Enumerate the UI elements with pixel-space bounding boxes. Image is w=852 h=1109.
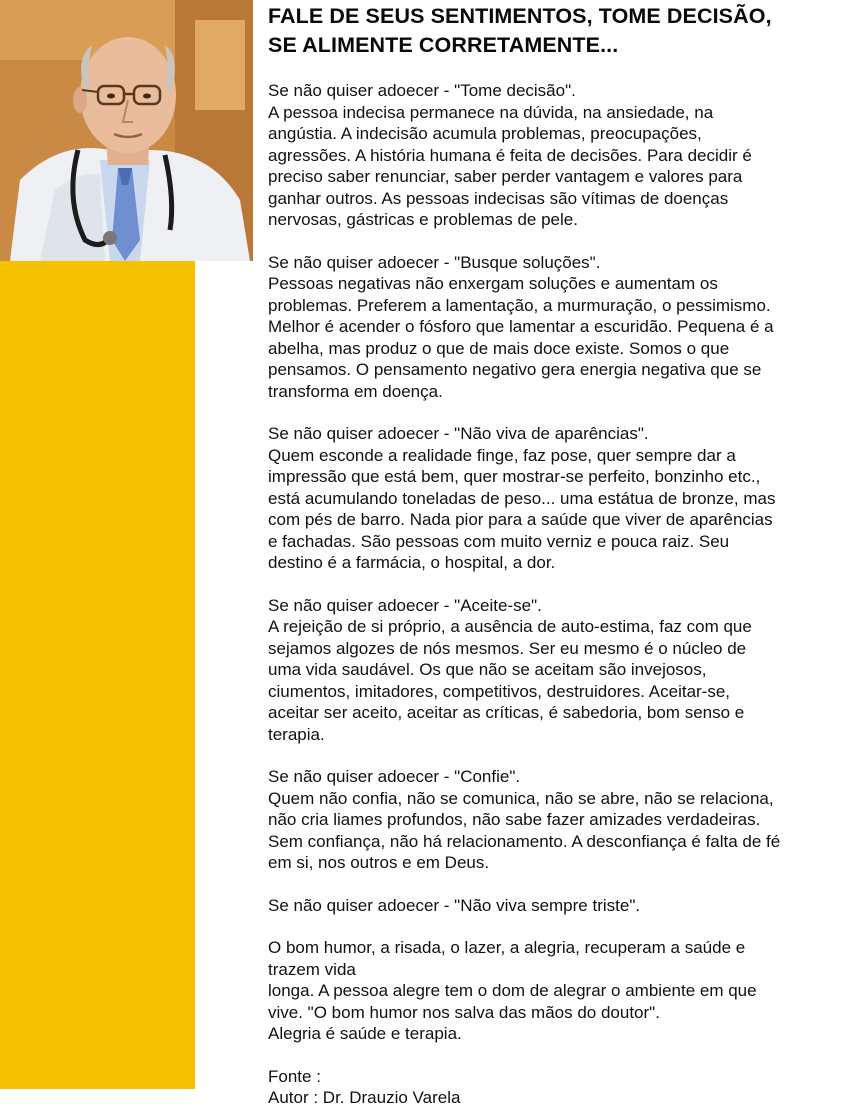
section-heading: Se não quiser adoecer - "Aceite-se". [268,595,542,615]
text-line: angústia. A indecisão acumula problemas, preocupações, [268,124,702,143]
section-busque-solucoes [268,252,848,403]
author-credit: Autor : Dr. Drauzio Varela [268,1088,461,1107]
text-line: trazem vida [268,959,356,979]
doctor-portrait-icon [0,0,253,261]
article [268,2,848,1109]
text-line: impressão que está bem, quer mostrar-se perfeito, bonzinho etc., [268,467,761,486]
source-label: Fonte : [268,1066,321,1086]
text-line: vive. "O bom humor nos salva das mãos do doutor". [268,1002,660,1022]
text-line: com pés de barro. Nada pior para a saúde que viver de aparências [268,510,773,529]
text-line: está acumulando toneladas de peso... uma estátua de bronze, mas [268,488,776,508]
text-line: ciumentos, imitadores, competitivos, destruidores. Aceitar-se, [268,681,731,701]
section-heading: Se não quiser adoecer - "Tome decisão". [268,81,576,100]
text-line: destino é a farmácia, o hospital, a dor. [268,553,556,572]
section-tome-decisao [268,80,848,231]
text-line: Sem confiança, não há relacionamento. A desconfiança é falta de fé [268,831,781,851]
text-line: sejamos algozes de nós mesmos. Ser eu mesmo é o núcleo de [268,638,747,658]
text-line: e fachadas. São pessoas com muito verniz e pouca raiz. Seu [268,531,730,551]
text-line: preciso saber renunciar, saber perder vantagem e valores para [268,167,743,186]
text-line: agressões. A história humana é feita de decisões. Para decidir é [268,145,752,165]
author-photo [0,0,253,261]
section-nao-viva-sempre-triste [268,895,848,917]
title-line: FALE DE SEUS SENTIMENTOS, TOME DECISÃO, [268,4,772,28]
text-line: Melhor é acender o fósforo que lamentar a escuridão. Pequena é a [268,317,774,336]
text-line: ganhar outros. As pessoas indecisas são vítimas de doenças [268,188,729,208]
section-aceite-se [268,595,848,746]
section-confie [268,766,848,874]
text-line: Alegria é saúde e terapia. [268,1024,462,1043]
section-heading: Se não quiser adoecer - "Não viva de aparências". [268,424,649,443]
text-line: problemas. Preferem a lamentação, a murmuração, o pessimismo. [268,295,771,315]
text-line: uma vida saudável. Os que não se aceitam são invejosos, [268,660,707,679]
text-line: pensamos. O pensamento negativo gera energia negativa que se [268,360,762,379]
text-line: longa. A pessoa alegre tem o dom de alegrar o ambiente em que [268,981,757,1000]
text-line: abelha, mas produz o que de mais doce existe. Somos o que [268,338,730,358]
section-heading: Se não quiser adoecer - "Não viva sempre triste". [268,895,641,915]
article-title [268,2,848,60]
text-line: aceitar ser aceito, aceitar as críticas, é sabedoria, bom senso e [268,703,745,722]
text-line: terapia. [268,724,325,744]
text-line: não cria liames profundos, não sabe fazer amizades verdadeiras. [268,810,761,829]
text-line: Pessoas negativas não enxergam soluções e aumentam os [268,274,718,293]
text-line: A pessoa indecisa permanece na dúvida, na ansiedade, na [268,102,714,122]
section-heading: Se não quiser adoecer - "Confie". [268,767,521,786]
text-line: nervosas, gástricas e problemas de pele. [268,210,578,229]
section-nao-viva-de-aparencias [268,423,848,574]
text-line: Quem não confia, não se comunica, não se abre, não se relaciona, [268,788,774,808]
title-line: SE ALIMENTE CORRETAMENTE... [268,33,619,57]
text-line: Quem esconde a realidade finge, faz pose, quer sempre dar a [268,445,736,465]
source-credit [268,1066,848,1109]
text-line: O bom humor, a risada, o lazer, a alegria, recuperam a saúde e [268,938,746,957]
closing-paragraph [268,937,848,1045]
text-line: em si, nos outros e em Deus. [268,853,490,872]
text-line: A rejeição de si próprio, a ausência de auto-estima, faz com que [268,617,752,636]
text-line: transforma em doença. [268,381,443,401]
section-heading: Se não quiser adoecer - "Busque soluções". [268,252,601,272]
